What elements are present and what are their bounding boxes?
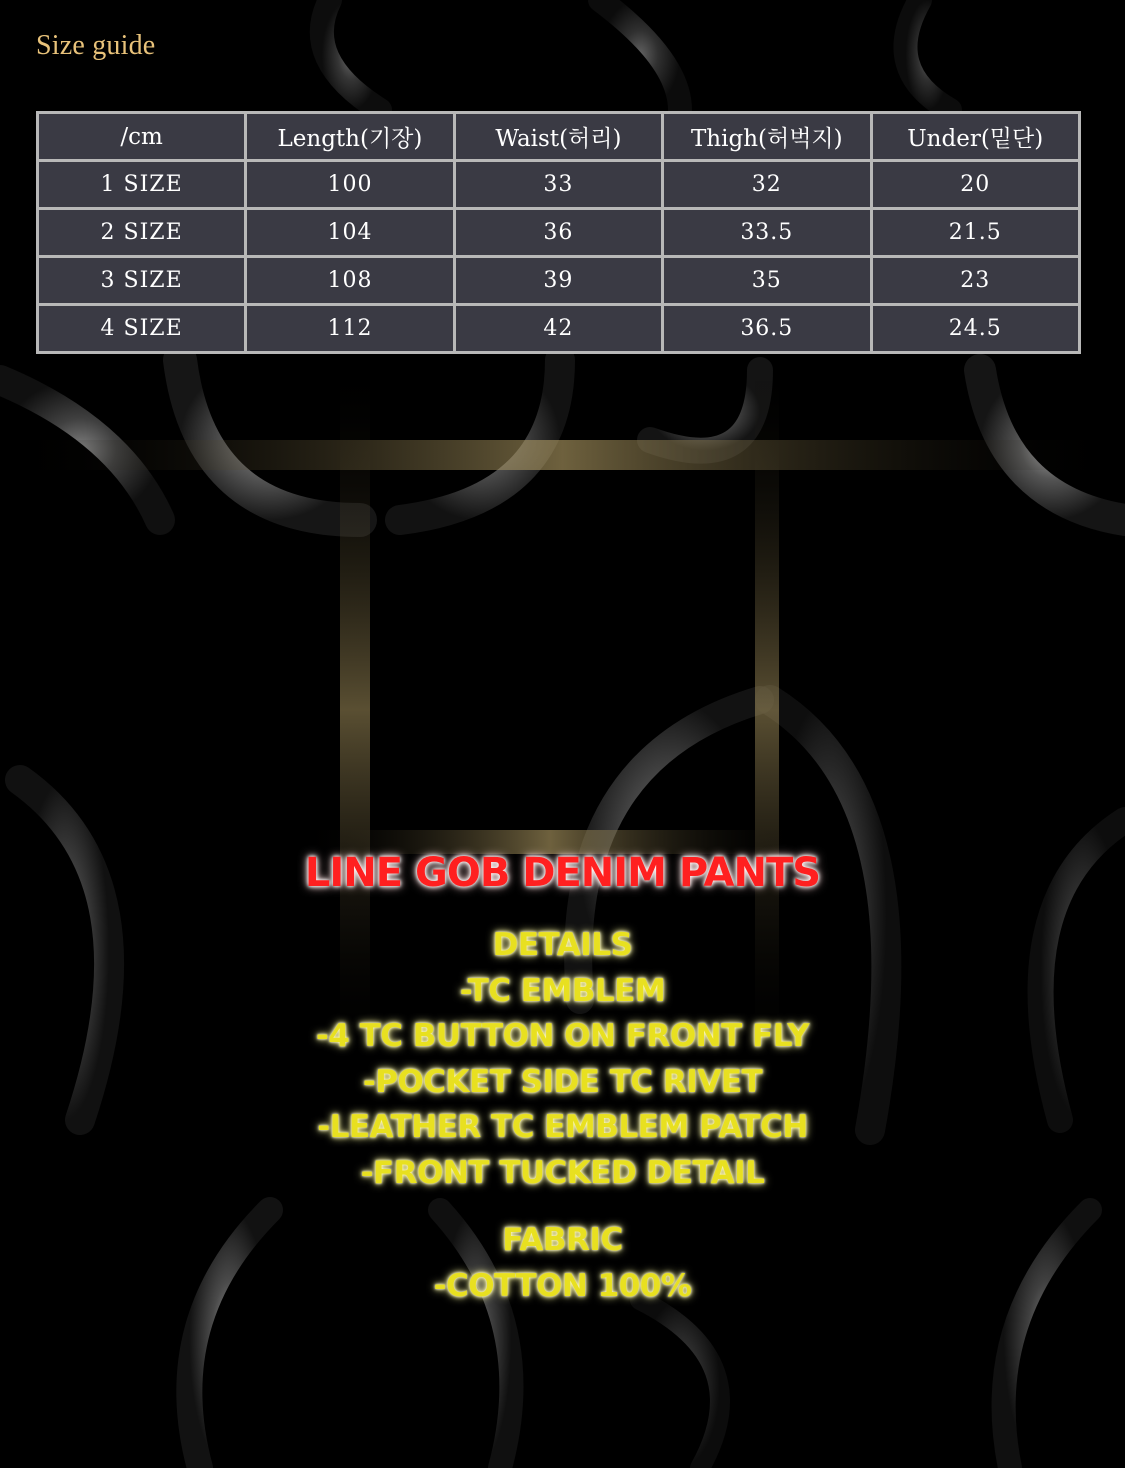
page-title: Size guide: [36, 30, 156, 61]
size-table: [36, 111, 1081, 354]
table-header-row: [38, 113, 1080, 161]
column-header-under: Under(밑단): [871, 113, 1079, 161]
table-cell: 33: [454, 161, 662, 209]
product-info: [0, 845, 1125, 1309]
table-cell: 36.5: [663, 305, 871, 353]
table-cell: 100: [246, 161, 455, 209]
table-cell: 112: [246, 305, 455, 353]
row-label: 2 SIZE: [38, 209, 246, 257]
row-label: 3 SIZE: [38, 257, 246, 305]
detail-item: -LEATHER TC EMBLEM PATCH: [317, 1109, 808, 1145]
table-cell: 35: [663, 257, 871, 305]
column-header-length: Length(기장): [246, 113, 455, 161]
table-cell: 33.5: [663, 209, 871, 257]
table-cell: 104: [246, 209, 455, 257]
table-cell: 21.5: [871, 209, 1079, 257]
table-cell: 20: [871, 161, 1079, 209]
table-cell: 23: [871, 257, 1079, 305]
table-cell: 108: [246, 257, 455, 305]
spacer: [0, 1196, 1125, 1218]
row-label: 1 SIZE: [38, 161, 246, 209]
table-cell: 24.5: [871, 305, 1079, 353]
table-cell: 36: [454, 209, 662, 257]
detail-item: -4 TC BUTTON ON FRONT FLY: [315, 1018, 810, 1054]
spacer: [0, 901, 1125, 923]
table-cell: 32: [663, 161, 871, 209]
detail-item: -TC EMBLEM: [459, 972, 666, 1009]
row-label: 4 SIZE: [38, 305, 246, 353]
table-row: [38, 209, 1080, 257]
table-row: [38, 305, 1080, 353]
table-cell: 42: [454, 305, 662, 353]
column-header-unit: /cm: [38, 113, 246, 161]
column-header-thigh: Thigh(허벅지): [663, 113, 871, 161]
details-heading: DETAILS: [492, 927, 633, 963]
table-row: [38, 161, 1080, 209]
product-name: LINE GOB DENIM PANTS: [304, 850, 821, 896]
column-header-waist: Waist(허리): [454, 113, 662, 161]
fabric-heading: FABRIC: [502, 1222, 623, 1258]
detail-item: -POCKET SIDE TC RIVET: [362, 1063, 763, 1100]
table-cell: 39: [454, 257, 662, 305]
detail-item: -FRONT TUCKED DETAIL: [360, 1154, 765, 1191]
table-row: [38, 257, 1080, 305]
fabric-item: -COTTON 100%: [433, 1267, 692, 1304]
